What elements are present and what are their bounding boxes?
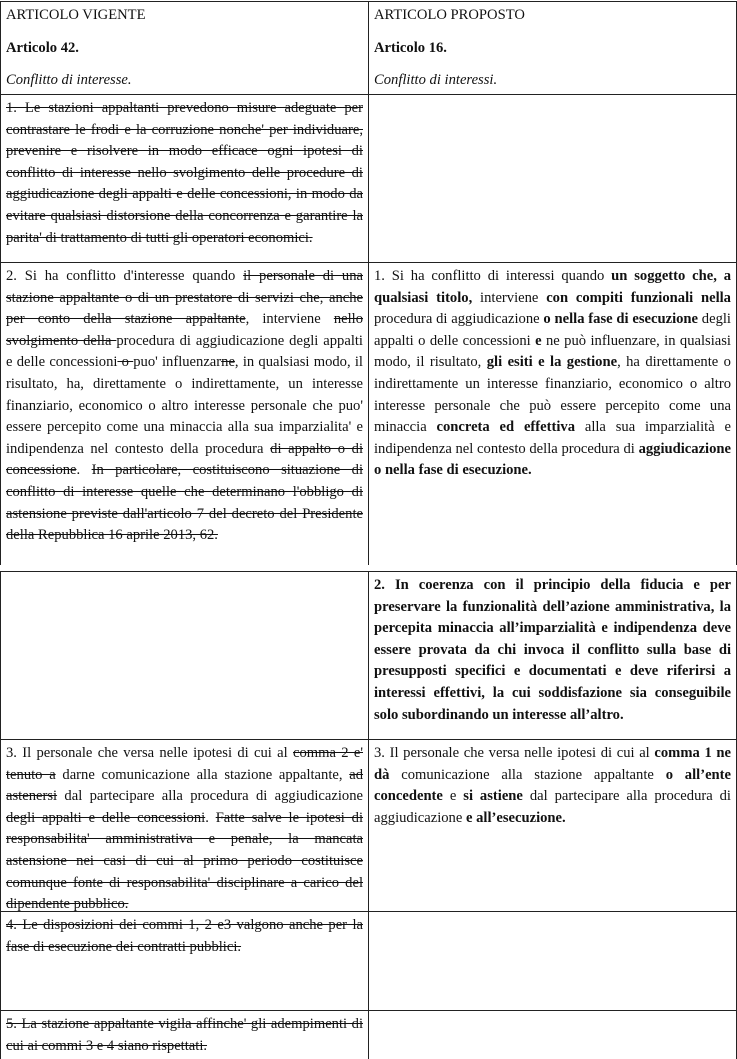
header-row bbox=[0, 1, 737, 94]
text-segment: puo' influenzar bbox=[133, 354, 222, 371]
added-text: con compiti funzionali nella bbox=[546, 289, 731, 306]
proposed-text-cell bbox=[369, 263, 737, 565]
current-text-cell bbox=[0, 1011, 369, 1059]
proposed-text-cell bbox=[369, 95, 737, 262]
deleted-text: nello svolgimento della bbox=[6, 311, 363, 349]
column-label-proposed: ARTICOLO PROPOSTO bbox=[374, 7, 525, 23]
text-segment: . bbox=[76, 462, 92, 479]
added-text: e bbox=[535, 332, 542, 349]
added-text: o nella fase di esecuzione bbox=[543, 311, 699, 328]
text-segment: interviene bbox=[472, 289, 547, 306]
deleted-text: 4. Le disposizioni dei commi 1, 2 e3 valgono anche per la fase di esecuzione dei contratti pubblici. bbox=[6, 917, 363, 955]
deleted-text: ad astenersi bbox=[6, 766, 364, 805]
added-text: e all’esecuzione. bbox=[465, 809, 566, 826]
comparison-row bbox=[0, 94, 737, 262]
paragraph bbox=[6, 98, 363, 249]
deleted-text: o bbox=[117, 354, 134, 371]
proposed-text-cell bbox=[369, 572, 737, 739]
deleted-text: degli appalti e delle concessioni bbox=[6, 809, 206, 826]
comparison-row bbox=[0, 1010, 737, 1059]
comparison-row bbox=[0, 262, 737, 565]
added-text: 2. In coerenza con il principio della fiducia e per preservare la funzionalità dell’azione amministrativa, la percepita minaccia all’imparzialità e indipendenza deve essere provata da chi invoca il conflitto sulla base di presupposti specifici e documentati e deve riferirsi a interessi effettivi, la cui soddisfazione sia conseguibile solo subordinando un interesse all’altro. bbox=[374, 577, 731, 723]
added-text: concreta ed effettiva bbox=[436, 419, 576, 436]
text-segment: , ha direttamente o indirettamente un interesse finanziario, economico o altro interesse personale che può essere percepito come una minaccia bbox=[374, 354, 731, 436]
article-number-current: Articolo 42. bbox=[6, 39, 79, 56]
article-number-proposed: Articolo 16. bbox=[374, 39, 447, 56]
paragraph bbox=[6, 1014, 363, 1057]
paragraph bbox=[374, 575, 731, 726]
current-text-cell bbox=[0, 912, 369, 1010]
header-cell-proposed bbox=[369, 2, 737, 94]
text-segment: dal partecipare alla procedura di aggiudicazione bbox=[374, 788, 731, 826]
comparison-row bbox=[0, 911, 737, 1010]
proposed-text-cell bbox=[369, 740, 737, 911]
article-title-proposed: Conflitto di interessi. bbox=[374, 72, 498, 89]
text-segment: dal partecipare alla procedura di aggiudicazione bbox=[57, 788, 363, 805]
current-text-cell bbox=[0, 263, 369, 565]
paragraph bbox=[6, 915, 363, 958]
deleted-text: In particolare, costituiscono situazione di conflitto di interesse quelle che determinano l'obbligo di astensione previste dall'articolo 7 del decreto del Presidente della Repubblica 16 aprile 2013, 62. bbox=[6, 462, 364, 544]
text-segment: 3. Il personale che versa nelle ipotesi di cui al bbox=[374, 745, 655, 761]
current-text-cell bbox=[0, 572, 369, 739]
paragraph bbox=[374, 266, 731, 482]
current-text-cell bbox=[0, 740, 369, 911]
header-cell-current bbox=[0, 2, 369, 94]
text-segment: ne può influenzare, in qualsiasi modo, il risultato, bbox=[374, 332, 731, 371]
text-segment: procedura di aggiudicazione degli appalti e delle concessioni bbox=[6, 332, 363, 371]
added-text: o all’ente concedente bbox=[374, 766, 731, 805]
text-segment: 2. Si ha conflitto d'interesse quando bbox=[6, 268, 244, 284]
deleted-text: il personale di una stazione appaltante o di un prestatore di servizi che, anche per conto della stazione appaltante bbox=[6, 268, 363, 328]
proposed-text-cell bbox=[369, 912, 737, 1010]
text-segment: 1. Si ha conflitto di interessi quando bbox=[374, 268, 612, 284]
proposed-text-cell bbox=[369, 1011, 737, 1059]
added-text: si astiene bbox=[463, 788, 523, 805]
text-segment: degli appalti o delle concessioni bbox=[374, 311, 731, 349]
added-text: gli esiti e la gestione bbox=[486, 354, 618, 371]
text-segment: , interviene bbox=[245, 311, 334, 328]
text-segment: 3. Il personale che versa nelle ipotesi di cui al bbox=[6, 745, 293, 761]
text-segment: procedura di aggiudicazione bbox=[374, 311, 544, 328]
deleted-text: Fatte salve le ipotesi di responsabilita' amministrativa e penale, la mancata astensione nei casi di cui al primo periodo costituisce comunque fonte di responsabilita' disciplinare a carico del dipendente pubblico. bbox=[6, 809, 364, 911]
deleted-text: 5. La stazione appaltante vigila affinche' gli adempimenti di cui ai commi 3 e 4 siano rispettati. bbox=[6, 1016, 363, 1054]
comparison-row bbox=[0, 571, 737, 739]
text-segment: comunicazione alla stazione appaltante bbox=[389, 766, 666, 783]
added-text: aggiudicazione o nella fase di esecuzione. bbox=[374, 440, 731, 479]
text-segment: darne comunicazione alla stazione appaltante, bbox=[55, 766, 350, 783]
paragraph bbox=[6, 266, 363, 547]
text-segment: , in qualsiasi modo, il risultato, ha, direttamente o indirettamente, un interesse finanziario, economico o altro interesse personale che puo' essere percepito come una minaccia alla sua imparzialita' e indipendenza nel contesto della procedura bbox=[6, 354, 363, 457]
deleted-text: di appalto o di concessione bbox=[6, 440, 363, 479]
paragraph bbox=[374, 743, 731, 829]
current-text-cell bbox=[0, 95, 369, 262]
deleted-text: comma 2 e' tenuto a bbox=[6, 745, 363, 783]
comparison-row bbox=[0, 739, 737, 911]
text-segment: e bbox=[442, 788, 464, 805]
added-text: comma 1 ne dà bbox=[374, 745, 731, 783]
article-title-current: Conflitto di interesse. bbox=[6, 72, 132, 89]
text-segment: alla sua imparzialità e indipendenza nel contesto della procedura di bbox=[374, 419, 732, 457]
added-text: un soggetto che, a qualsiasi titolo, bbox=[374, 268, 732, 306]
deleted-text: 1. Le stazioni appaltanti prevedono misure adeguate per contrastare le frodi e la corruzione nonche' per individuare, prevenire e risolvere in modo efficace ogni ipotesi di conflitto di interesse nello svolgimento delle procedure di aggiudicazione degli appalti e delle concessioni, in modo da evitare qualsiasi distorsione della concorrenza e garantire la parita' di trattamento di tutti gli operatori economici. bbox=[6, 100, 363, 246]
paragraph bbox=[6, 743, 363, 911]
column-label-current: ARTICOLO VIGENTE bbox=[6, 7, 146, 23]
deleted-text: ne bbox=[221, 354, 235, 371]
text-segment: . bbox=[205, 809, 216, 826]
